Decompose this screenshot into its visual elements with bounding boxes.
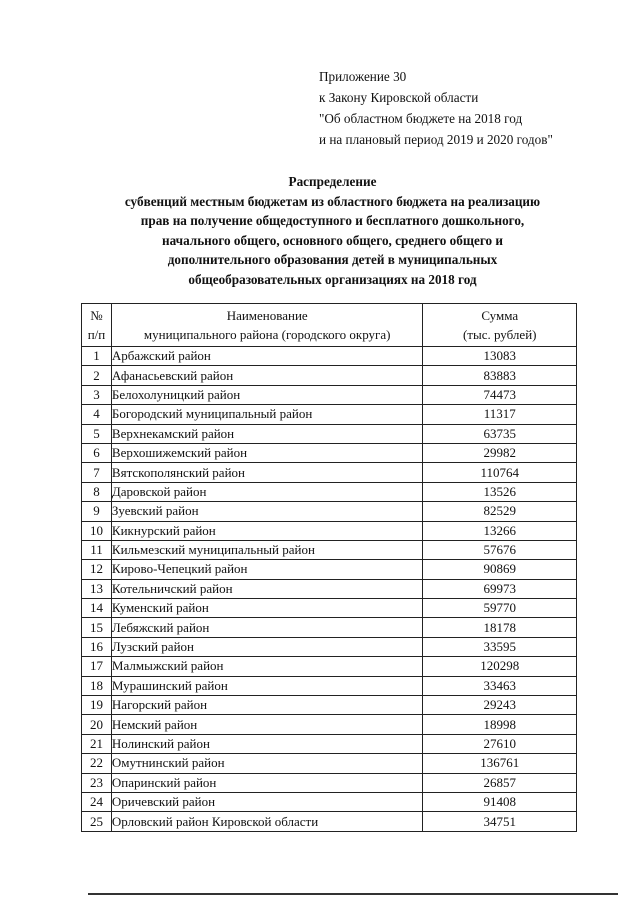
header-number <box>82 304 112 347</box>
subvention-amount: 120298 <box>423 657 577 676</box>
title-line-1: Распределение <box>288 174 377 189</box>
table-row <box>82 734 577 753</box>
table-row <box>82 579 577 598</box>
table-row <box>82 463 577 482</box>
table-row <box>82 637 577 656</box>
subvention-amount: 13526 <box>423 482 577 501</box>
district-name: Лебяжский район <box>111 618 423 637</box>
title-line-2: субвенций местным бюджетам из областного бюджета на реализацию <box>124 193 541 209</box>
row-number: 15 <box>82 618 112 637</box>
row-number: 11 <box>82 540 112 559</box>
table-row <box>82 347 577 366</box>
district-name: Лузский район <box>111 637 423 656</box>
row-number: 20 <box>82 715 112 734</box>
row-number: 22 <box>82 754 112 773</box>
row-number: 1 <box>82 347 112 366</box>
row-number: 18 <box>82 676 112 695</box>
subvention-amount: 33463 <box>423 676 577 695</box>
subvention-amount: 63735 <box>423 424 577 443</box>
row-number: 5 <box>82 424 112 443</box>
district-name: Белохолуницкий район <box>111 385 423 404</box>
table-row <box>82 443 577 462</box>
district-name: Богородский муниципальный район <box>111 405 423 424</box>
subvention-amount: 26857 <box>423 773 577 792</box>
district-name: Кикнурский район <box>111 521 423 540</box>
district-name: Верхнекамский район <box>111 424 423 443</box>
header-number-line-2: п/п <box>87 327 106 342</box>
subvention-amount: 82529 <box>423 502 577 521</box>
subvention-amount: 136761 <box>423 754 577 773</box>
subvention-amount: 59770 <box>423 599 577 618</box>
district-name: Мурашинский район <box>111 676 423 695</box>
row-number: 13 <box>82 579 112 598</box>
district-name: Даровской район <box>111 482 423 501</box>
subvention-amount: 29982 <box>423 443 577 462</box>
appendix-law-period: и на плановый период 2019 и 2020 годов" <box>319 132 553 147</box>
header-sum <box>423 304 577 347</box>
row-number: 19 <box>82 696 112 715</box>
row-number: 21 <box>82 734 112 753</box>
distribution-table <box>81 303 577 832</box>
table-row <box>82 754 577 773</box>
row-number: 25 <box>82 812 112 831</box>
header-sum-line-2: (тыс. рублей) <box>462 327 537 342</box>
appendix-law-title: "Об областном бюджете на 2018 год <box>319 111 523 126</box>
title-line-4: начального общего, основного общего, среднего общего и <box>161 232 503 248</box>
table-row <box>82 618 577 637</box>
district-name: Нагорский район <box>111 696 423 715</box>
subvention-amount: 83883 <box>423 366 577 385</box>
appendix-law-reference: к Закону Кировской области <box>319 90 479 105</box>
row-number: 6 <box>82 443 112 462</box>
subvention-amount: 13266 <box>423 521 577 540</box>
subvention-amount: 13083 <box>423 347 577 366</box>
subvention-amount: 91408 <box>423 792 577 811</box>
appendix-number: Приложение 30 <box>319 69 407 84</box>
district-name: Омутнинский район <box>111 754 423 773</box>
subvention-amount: 74473 <box>423 385 577 404</box>
row-number: 17 <box>82 657 112 676</box>
row-number: 23 <box>82 773 112 792</box>
table-body <box>82 347 577 832</box>
district-name: Котельничский район <box>111 579 423 598</box>
district-name: Кильмезский муниципальный район <box>111 540 423 559</box>
district-name: Орловский район Кировской области <box>111 812 423 831</box>
table-row <box>82 599 577 618</box>
subvention-amount: 11317 <box>423 405 577 424</box>
row-number: 14 <box>82 599 112 618</box>
district-name: Нолинский район <box>111 734 423 753</box>
district-name: Зуевский район <box>111 502 423 521</box>
table-row <box>82 385 577 404</box>
row-number: 24 <box>82 792 112 811</box>
row-number: 7 <box>82 463 112 482</box>
table-row <box>82 560 577 579</box>
table-row <box>82 676 577 695</box>
header-number-line-1: № <box>90 308 103 323</box>
table-row <box>82 424 577 443</box>
subvention-amount: 90869 <box>423 560 577 579</box>
subvention-amount: 29243 <box>423 696 577 715</box>
table-row <box>82 521 577 540</box>
table-row <box>82 792 577 811</box>
district-name: Опаринский район <box>111 773 423 792</box>
subvention-amount: 27610 <box>423 734 577 753</box>
district-name: Арбажский район <box>111 347 423 366</box>
district-name: Немский район <box>111 715 423 734</box>
row-number: 8 <box>82 482 112 501</box>
row-number: 16 <box>82 637 112 656</box>
table-row <box>82 502 577 521</box>
subvention-amount: 110764 <box>423 463 577 482</box>
header-sum-line-1: Сумма <box>481 308 519 323</box>
header-district-name <box>111 304 423 347</box>
header-name-line-2: муниципального района (городского округа) <box>143 327 391 342</box>
subvention-amount: 18178 <box>423 618 577 637</box>
subvention-amount: 33595 <box>423 637 577 656</box>
district-name: Малмыжский район <box>111 657 423 676</box>
district-name: Оричевский район <box>111 792 423 811</box>
table-row <box>82 812 577 831</box>
appendix-reference <box>319 66 553 150</box>
table-row <box>82 482 577 501</box>
bottom-rule <box>88 893 618 895</box>
header-name-line-1: Наименование <box>226 308 308 323</box>
table-row <box>82 773 577 792</box>
table-row <box>82 540 577 559</box>
table-row <box>82 366 577 385</box>
district-name: Афанасьевский район <box>111 366 423 385</box>
table-row <box>82 715 577 734</box>
table-row <box>82 657 577 676</box>
row-number: 12 <box>82 560 112 579</box>
row-number: 2 <box>82 366 112 385</box>
district-name: Кирово-Чепецкий район <box>111 560 423 579</box>
table-header-row <box>82 304 577 347</box>
title-line-5: дополнительного образования детей в муниципальных <box>167 252 498 268</box>
row-number: 3 <box>82 385 112 404</box>
title-line-3: прав на получение общедоступного и бесплатного дошкольного, <box>140 213 525 229</box>
district-name: Вятскополянский район <box>111 463 423 482</box>
subvention-amount: 18998 <box>423 715 577 734</box>
document-title <box>60 172 605 290</box>
subvention-amount: 34751 <box>423 812 577 831</box>
subvention-amount: 69973 <box>423 579 577 598</box>
row-number: 9 <box>82 502 112 521</box>
district-name: Куменский район <box>111 599 423 618</box>
table-row <box>82 696 577 715</box>
row-number: 10 <box>82 521 112 540</box>
subvention-amount: 57676 <box>423 540 577 559</box>
table-row <box>82 405 577 424</box>
district-name: Верхошижемский район <box>111 443 423 462</box>
row-number: 4 <box>82 405 112 424</box>
title-line-6: общеобразовательных организациях на 2018 год <box>188 271 477 287</box>
